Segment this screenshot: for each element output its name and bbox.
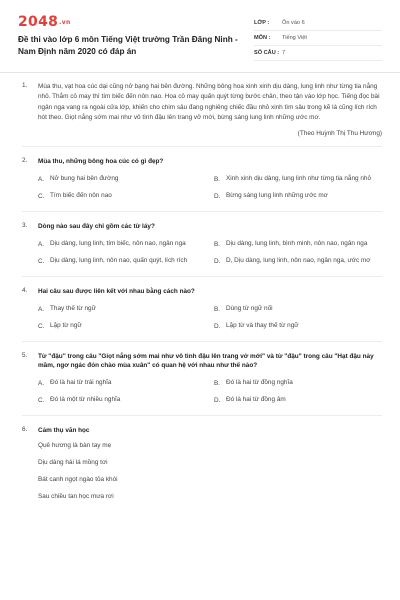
site-logo[interactable]: 2048.vn: [18, 14, 71, 30]
option-text: Lặp từ và thay thế từ ngữ: [226, 322, 299, 330]
option-letter: D.: [214, 396, 221, 404]
answer-options: [38, 304, 382, 332]
option-b[interactable]: [214, 239, 384, 250]
option-letter: C.: [38, 322, 45, 330]
option-b[interactable]: [214, 378, 384, 389]
question-title: Hai câu sau được liên kết với nhau bằng cách nào?: [38, 287, 195, 295]
document-header: [18, 14, 382, 64]
option-b[interactable]: [214, 174, 384, 185]
meta-label: LỚP :: [254, 20, 270, 26]
answer-options: [38, 174, 382, 202]
question-number: 5.: [22, 351, 28, 359]
option-text: Nở bung hai bên đường: [50, 175, 119, 183]
document-title: Đề thi vào lớp 6 môn Tiếng Việt trường Trần Đăng Ninh - Nam Định năm 2020 có đáp án: [18, 35, 238, 56]
document-meta: [254, 16, 382, 61]
question-1: [22, 82, 382, 137]
poem-lines: [38, 442, 382, 510]
question-separator: [22, 415, 382, 416]
meta-row-class: [254, 16, 382, 31]
option-text: Đó là một từ nhiều nghĩa: [50, 396, 121, 404]
option-letter: C.: [38, 192, 45, 200]
question-title: Từ "đậu" trong câu "Giọt nắng sớm mai như vô tình đậu lên trang vở mới" và từ "đậu" trong câu "Hạt đậu nảy mầm, ngơ ngác đón chào mùa xuân" có quan hệ với nhau như thế nào?: [38, 352, 374, 369]
option-text: Thay thế từ ngữ: [50, 305, 96, 313]
question-number: 6.: [22, 425, 28, 433]
option-text: Lặp từ ngữ: [50, 322, 82, 330]
question-separator: [22, 211, 382, 212]
option-a[interactable]: [38, 239, 208, 250]
option-letter: B.: [214, 175, 221, 183]
option-letter: A.: [38, 240, 45, 248]
question-list: [22, 82, 382, 510]
option-text: Dịu dàng, lung linh, nôn nao, quấn quýt, lích rích: [50, 257, 188, 265]
option-text: Dịu dàng, lung linh, tím biếc, nôn nao, ngân nga: [50, 240, 186, 248]
option-c[interactable]: [38, 321, 208, 332]
header-divider: [0, 72, 400, 73]
question-2: [22, 157, 382, 202]
question-separator: [22, 341, 382, 342]
option-c[interactable]: [38, 256, 208, 267]
option-letter: A.: [38, 175, 45, 183]
option-b[interactable]: [214, 304, 384, 315]
option-text: Đó là hai từ đồng nghĩa: [226, 379, 293, 387]
meta-value: 7: [282, 50, 286, 56]
option-letter: B.: [214, 240, 221, 248]
option-a[interactable]: [38, 378, 208, 389]
answer-options: [38, 239, 382, 267]
question-number: 3.: [22, 221, 28, 229]
question-4: [22, 287, 382, 332]
poem-line: Dịu dàng hái lá mồng tơi: [38, 458, 108, 466]
option-letter: A.: [38, 379, 45, 387]
poem-line: Sau chiều tan học mưa rơi: [38, 492, 114, 500]
option-a[interactable]: [38, 174, 208, 185]
option-c[interactable]: [38, 395, 208, 406]
reading-passage: Mùa thu, vạt hoa cúc dại cũng nở bạng hai bên đường. Những bông hoa xinh xinh dịu dàng, lung linh như từng tia nắng nhỏ. Thắm cỏ may thì tím biếc đến nôn nao. Hoa cỏ may quấn quýt từng bước chân, theo tận vào lớp học. Tiếng đọc bài ngân nga vang ra ngoài cửa lớp, khiến cho chim sâu đang nghiêng chiếc đầu nhỏ xinh tìm sâu trong kẽ lá cũng lích rích hót theo. Giọt nắng sớm mai như vô tình đậu lên trang vở mới, bừng sáng lung linh những ước mơ.: [38, 83, 380, 122]
option-letter: B.: [214, 379, 221, 387]
option-d[interactable]: [214, 256, 384, 267]
option-text: Xinh xinh dịu dàng, lung linh như từng tia nắng nhỏ: [226, 175, 371, 183]
question-number: 4.: [22, 286, 28, 294]
option-letter: D.: [214, 192, 221, 200]
question-number: 2.: [22, 156, 28, 164]
option-letter: C.: [38, 396, 45, 404]
answer-options: [38, 378, 382, 406]
option-text: D, Dịu dàng, lung linh, nôn nao, ngân nga, ước mơ: [226, 257, 371, 265]
question-5: [22, 352, 382, 406]
question-separator: [22, 276, 382, 277]
question-title: Mùa thu, những bông hoa cúc có gì đẹp?: [38, 157, 164, 165]
meta-label: SỐ CÂU :: [254, 50, 280, 56]
option-letter: B.: [214, 305, 221, 313]
passage-source: (Theo Huỳnh Thị Thu Hương): [297, 129, 382, 137]
option-c[interactable]: [38, 191, 208, 202]
meta-value: Tiếng Việt: [282, 35, 307, 41]
option-letter: D.: [214, 257, 221, 265]
option-d[interactable]: [214, 191, 384, 202]
option-text: Đó là hai từ trái nghĩa: [50, 379, 112, 387]
option-letter: D.: [214, 322, 221, 330]
meta-row-question-count: [254, 46, 382, 61]
option-text: Đó là hai từ đồng âm: [226, 396, 286, 404]
meta-row-subject: [254, 31, 382, 46]
option-d[interactable]: [214, 321, 384, 332]
question-6: [22, 426, 382, 510]
question-title: Cảm thụ văn học: [38, 426, 90, 434]
option-text: Tím biếc đến nôn nao: [50, 192, 112, 200]
option-a[interactable]: [38, 304, 208, 315]
option-d[interactable]: [214, 395, 384, 406]
option-letter: C.: [38, 257, 45, 265]
question-number: 1.: [22, 82, 28, 89]
meta-value: Ôn vào 6: [282, 20, 305, 26]
meta-label: MÔN :: [254, 35, 271, 41]
poem-line: Bát canh ngọt ngào tỏa khói: [38, 475, 118, 483]
question-title: Dòng nào sau đây chỉ gồm các từ láy?: [38, 222, 155, 230]
option-text: Dịu dàng, lung linh, bình minh, nôn nao, ngân nga: [226, 240, 368, 248]
option-text: Bừng sáng lung linh những ước mơ: [226, 192, 328, 200]
option-letter: A.: [38, 305, 45, 313]
question-separator: [22, 146, 382, 147]
option-text: Dùng từ ngữ nối: [226, 305, 273, 313]
question-3: [22, 222, 382, 267]
poem-line: Quê hương là bàn tay mẹ: [38, 441, 112, 449]
